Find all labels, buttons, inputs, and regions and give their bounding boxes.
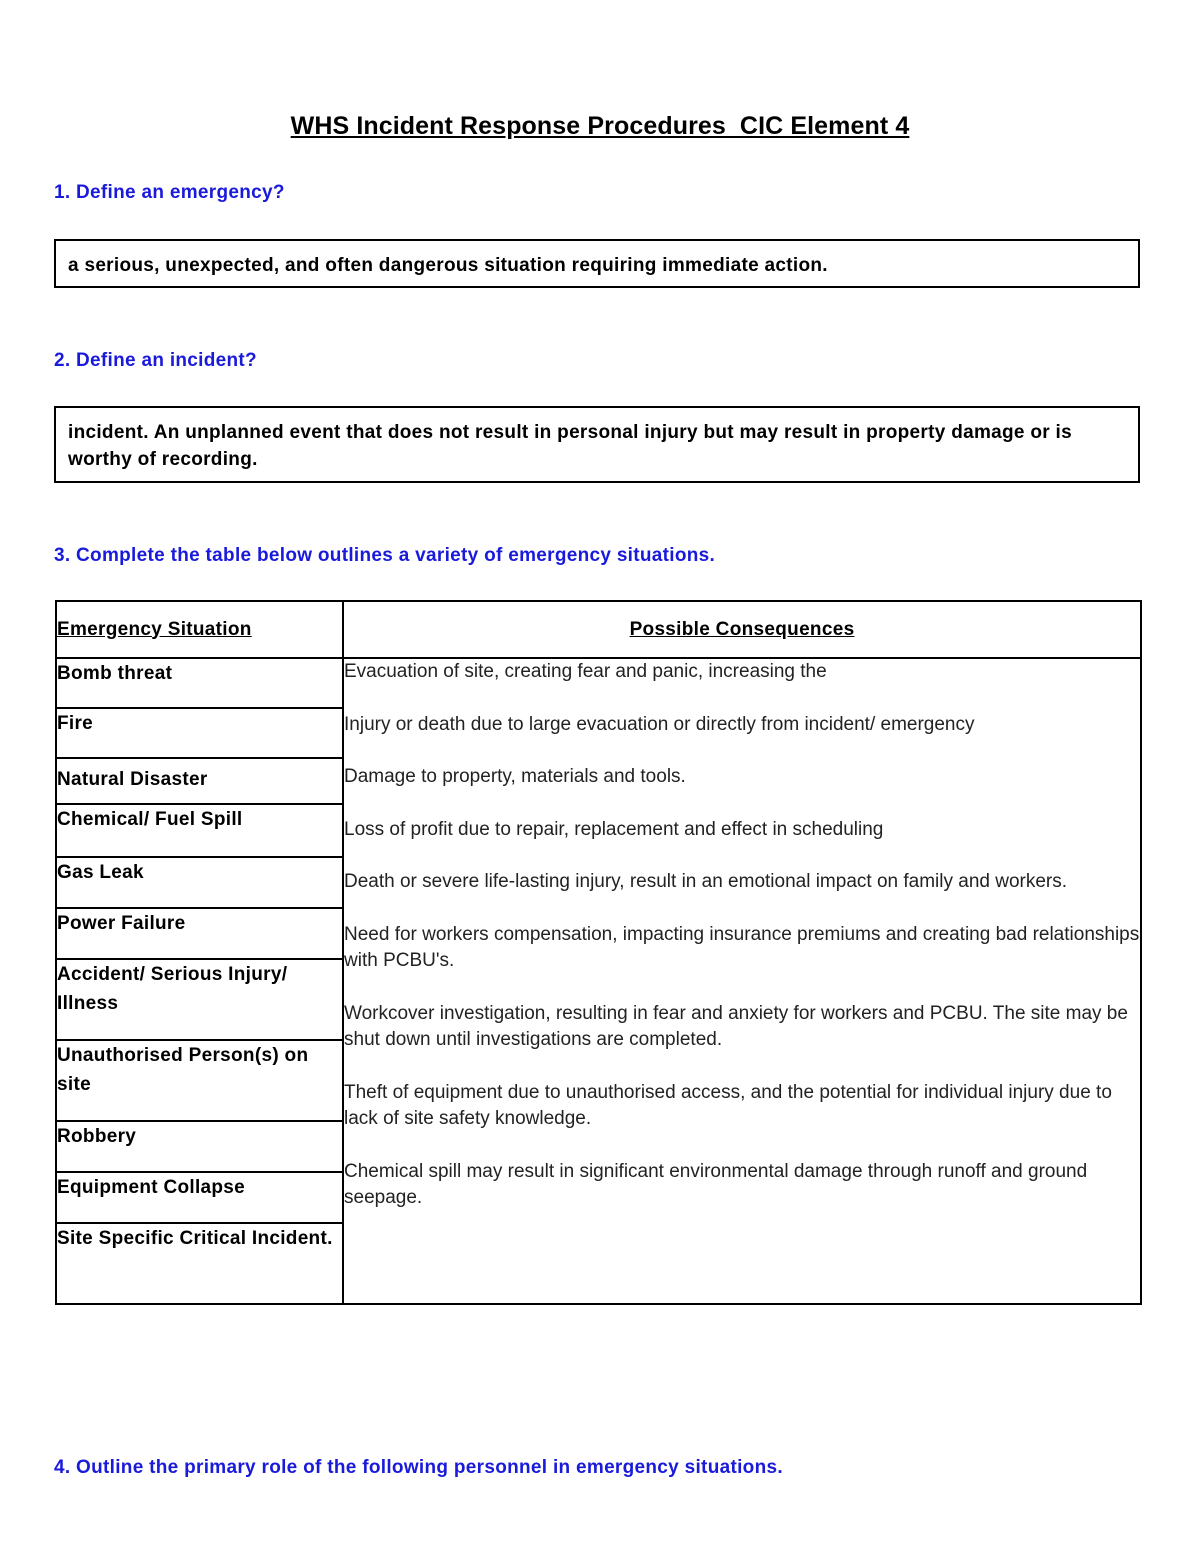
consequence-item: Damage to property, materials and tools.: [344, 766, 686, 787]
situation-cell: Natural Disaster: [56, 758, 343, 804]
situation-cell: Bomb threat: [56, 658, 343, 708]
question-3-label: 3. Complete the table below outlines a variety of emergency situations.: [54, 545, 716, 566]
situation-cell: Site Specific Critical Incident.: [56, 1223, 343, 1304]
question-2-answer: incident. An unplanned event that does not result in personal injury but may result in property damage or is worthy of recording.: [68, 422, 1073, 470]
consequence-item: Chemical spill may result in significant environmental damage through runoff and ground seepage.: [344, 1160, 1088, 1208]
situation-cell: Equipment Collapse: [56, 1172, 343, 1223]
question-2-label: 2. Define an incident?: [54, 350, 257, 371]
situation-cell: Fire: [56, 708, 343, 758]
question-1-answer-box: [54, 239, 1140, 288]
question-1-label: 1. Define an emergency?: [54, 182, 285, 203]
consequence-item: Injury or death due to large evacuation or directly from incident/ emergency: [344, 713, 975, 735]
situation-cell: Accident/ Serious Injury/ Illness: [56, 959, 343, 1040]
consequence-item: Death or severe life-lasting injury, result in an emotional impact on family and workers.: [344, 871, 1068, 892]
consequences-cell: [343, 658, 1141, 1304]
consequence-item: Workcover investigation, resulting in fear and anxiety for workers and PCBU. The site may be shut down until investigations are completed.: [344, 1002, 1128, 1050]
situation-cell: Chemical/ Fuel Spill: [56, 804, 343, 857]
situation-cell: Gas Leak: [56, 857, 343, 908]
consequence-item: Loss of profit due to repair, replacement and effect in scheduling: [344, 818, 884, 840]
consequence-item: Evacuation of site, creating fear and panic, increasing the: [344, 661, 827, 682]
document-title: WHS Incident Response Procedures_CIC Element 4: [290, 112, 910, 140]
consequence-item: Theft of equipment due to unauthorised access, and the potential for individual injury due to lack of site safety knowledge.: [344, 1081, 1112, 1129]
emergency-situations-table: [55, 600, 1142, 1305]
table-row: [56, 658, 1141, 708]
header-possible-consequences: Possible Consequences: [343, 601, 1141, 658]
situation-cell: Robbery: [56, 1121, 343, 1172]
situation-cell: Unauthorised Person(s) on site: [56, 1040, 343, 1121]
question-4-label: 4. Outline the primary role of the following personnel in emergency situations.: [54, 1457, 783, 1478]
question-1-answer: a serious, unexpected, and often dangerous situation requiring immediate action.: [68, 255, 828, 276]
consequence-item: Need for workers compensation, impacting insurance premiums and creating bad relationships with PCBU's.: [344, 923, 1140, 971]
question-2-answer-box: [54, 406, 1140, 483]
header-emergency-situation: Emergency Situation: [56, 601, 343, 658]
situation-cell: Power Failure: [56, 908, 343, 959]
table-header-row: [56, 601, 1141, 658]
